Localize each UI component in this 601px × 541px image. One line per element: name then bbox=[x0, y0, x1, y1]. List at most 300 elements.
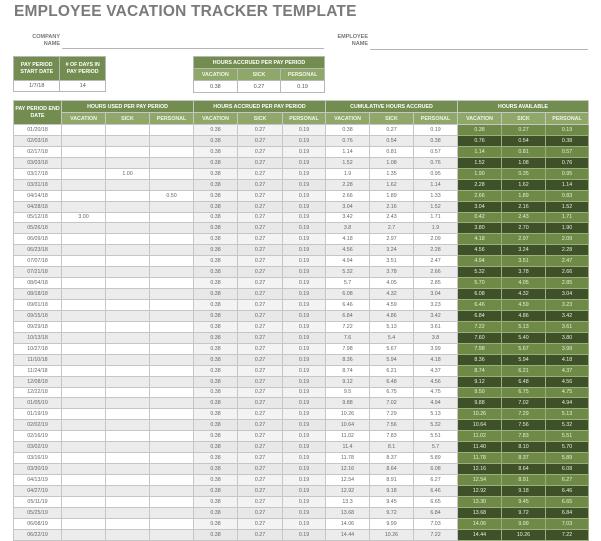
used-personal-cell[interactable] bbox=[150, 212, 194, 223]
end-date-cell[interactable]: 01/05/19 bbox=[14, 398, 62, 409]
used-sick-cell[interactable] bbox=[106, 475, 150, 486]
end-date-cell[interactable]: 12/22/18 bbox=[14, 387, 62, 398]
used-personal-cell[interactable] bbox=[150, 442, 194, 453]
table-row bbox=[14, 135, 589, 146]
used-sick-cell[interactable] bbox=[106, 179, 150, 190]
available-personal-cell: 5.70 bbox=[546, 442, 589, 453]
accrued-personal-cell: 0.19 bbox=[283, 518, 326, 529]
cumulative-personal-cell: 0.38 bbox=[414, 135, 458, 146]
end-date-cell[interactable]: 11/10/18 bbox=[14, 354, 62, 365]
accrued-personal-cell: 0.19 bbox=[283, 398, 326, 409]
available-sick-header: SICK bbox=[502, 113, 546, 125]
used-vacation-cell[interactable] bbox=[62, 475, 106, 486]
available-personal-cell: 2.66 bbox=[546, 267, 589, 278]
table-row bbox=[14, 485, 589, 496]
company-name-field[interactable] bbox=[62, 48, 324, 49]
available-vacation-cell: 11.40 bbox=[458, 442, 502, 453]
used-personal-cell[interactable] bbox=[150, 321, 194, 332]
cumulative-sick-cell: 6.21 bbox=[370, 365, 414, 376]
used-sick-cell[interactable]: 1.00 bbox=[106, 168, 150, 179]
end-date-cell[interactable]: 03/16/19 bbox=[14, 453, 62, 464]
used-personal-cell[interactable] bbox=[150, 310, 194, 321]
used-vacation-cell[interactable] bbox=[62, 332, 106, 343]
used-sick-cell[interactable] bbox=[106, 354, 150, 365]
used-vacation-cell[interactable] bbox=[62, 256, 106, 267]
cumulative-vacation-cell: 7.98 bbox=[326, 343, 370, 354]
used-vacation-cell[interactable] bbox=[62, 201, 106, 212]
accrued-personal-cell: 0.19 bbox=[283, 300, 326, 311]
accrued-vacation-cell: 0.38 bbox=[194, 387, 238, 398]
used-vacation-cell[interactable] bbox=[62, 278, 106, 289]
cumulative-sick-cell: 2.16 bbox=[370, 201, 414, 212]
used-vacation-cell[interactable] bbox=[62, 420, 106, 431]
group-hours-accrued: HOURS ACCRUED PER PAY PERIOD bbox=[194, 101, 326, 113]
used-personal-cell[interactable] bbox=[150, 234, 194, 245]
cumulative-personal-cell: 3.8 bbox=[414, 332, 458, 343]
used-personal-cell[interactable] bbox=[150, 278, 194, 289]
used-personal-cell[interactable] bbox=[150, 343, 194, 354]
used-sick-cell[interactable] bbox=[106, 464, 150, 475]
used-vacation-cell[interactable] bbox=[62, 168, 106, 179]
cumulative-sick-cell: 4.32 bbox=[370, 289, 414, 300]
used-sick-cell[interactable] bbox=[106, 431, 150, 442]
used-sick-cell[interactable] bbox=[106, 518, 150, 529]
used-personal-cell[interactable] bbox=[150, 409, 194, 420]
used-personal-cell[interactable] bbox=[150, 135, 194, 146]
used-personal-cell[interactable]: 0.50 bbox=[150, 190, 194, 201]
end-date-cell[interactable]: 09/15/18 bbox=[14, 310, 62, 321]
cumulative-sick-cell: 9.18 bbox=[370, 485, 414, 496]
available-vacation-cell: 4.94 bbox=[458, 256, 502, 267]
used-sick-cell[interactable] bbox=[106, 234, 150, 245]
used-personal-cell[interactable] bbox=[150, 125, 194, 136]
table-row bbox=[14, 146, 589, 157]
used-sick-cell[interactable] bbox=[106, 485, 150, 496]
available-vacation-cell: 12.92 bbox=[458, 485, 502, 496]
end-date-cell[interactable]: 05/25/19 bbox=[14, 507, 62, 518]
used-personal-cell[interactable] bbox=[150, 267, 194, 278]
available-personal-header: PERSONAL bbox=[546, 113, 589, 125]
cumulative-vacation-cell: 4.94 bbox=[326, 256, 370, 267]
cumulative-sick-cell: 3.51 bbox=[370, 256, 414, 267]
end-date-cell[interactable]: 07/21/18 bbox=[14, 267, 62, 278]
used-personal-cell[interactable] bbox=[150, 332, 194, 343]
accrual-box-header: HOURS ACCRUED PER PAY PERIOD bbox=[194, 57, 325, 69]
cumulative-sick-cell: 7.02 bbox=[370, 398, 414, 409]
used-personal-cell[interactable] bbox=[150, 179, 194, 190]
cumulative-personal-cell: 4.94 bbox=[414, 398, 458, 409]
accrued-personal-cell: 0.19 bbox=[283, 354, 326, 365]
accrued-vacation-cell: 0.38 bbox=[194, 289, 238, 300]
used-vacation-cell[interactable] bbox=[62, 354, 106, 365]
used-vacation-cell[interactable] bbox=[62, 190, 106, 201]
available-personal-cell: 0.38 bbox=[546, 135, 589, 146]
cumulative-sick-cell: 0.54 bbox=[370, 135, 414, 146]
used-vacation-cell[interactable] bbox=[62, 157, 106, 168]
end-date-cell[interactable]: 03/31/18 bbox=[14, 179, 62, 190]
end-date-cell[interactable]: 08/04/18 bbox=[14, 278, 62, 289]
used-sick-cell[interactable] bbox=[106, 267, 150, 278]
used-personal-cell[interactable] bbox=[150, 387, 194, 398]
used-personal-cell[interactable] bbox=[150, 529, 194, 540]
used-vacation-cell[interactable] bbox=[62, 398, 106, 409]
cumulative-sick-cell: 7.29 bbox=[370, 409, 414, 420]
accrued-sick-header: SICK bbox=[238, 113, 283, 125]
available-sick-cell: 7.83 bbox=[502, 431, 546, 442]
available-sick-cell: 6.75 bbox=[502, 387, 546, 398]
available-vacation-cell: 11.78 bbox=[458, 453, 502, 464]
end-date-cell[interactable]: 04/14/18 bbox=[14, 190, 62, 201]
available-vacation-cell: 0.76 bbox=[458, 135, 502, 146]
end-date-cell[interactable]: 03/02/19 bbox=[14, 442, 62, 453]
used-personal-cell[interactable] bbox=[150, 354, 194, 365]
used-vacation-cell[interactable] bbox=[62, 453, 106, 464]
used-sick-cell[interactable] bbox=[106, 310, 150, 321]
available-personal-cell: 3.80 bbox=[546, 332, 589, 343]
accrued-vacation-cell: 0.38 bbox=[194, 464, 238, 475]
used-vacation-cell[interactable] bbox=[62, 234, 106, 245]
start-date-header: PAY PERIOD START DATE bbox=[14, 57, 60, 81]
used-sick-cell[interactable] bbox=[106, 442, 150, 453]
cumulative-sick-cell: 3.78 bbox=[370, 267, 414, 278]
end-date-cell[interactable]: 03/17/18 bbox=[14, 168, 62, 179]
accrued-sick-cell: 0.27 bbox=[238, 398, 283, 409]
used-personal-cell[interactable] bbox=[150, 496, 194, 507]
accrued-vacation-cell: 0.38 bbox=[194, 135, 238, 146]
used-personal-cell[interactable] bbox=[150, 398, 194, 409]
used-personal-cell[interactable] bbox=[150, 420, 194, 431]
available-sick-cell: 5.40 bbox=[502, 332, 546, 343]
used-sick-cell[interactable] bbox=[106, 300, 150, 311]
end-date-cell[interactable]: 01/20/18 bbox=[14, 125, 62, 136]
end-date-cell[interactable]: 06/23/18 bbox=[14, 245, 62, 256]
cumulative-sick-cell: 5.67 bbox=[370, 343, 414, 354]
used-vacation-cell[interactable] bbox=[62, 343, 106, 354]
cumulative-vacation-cell: 10.64 bbox=[326, 420, 370, 431]
accrued-sick-cell: 0.27 bbox=[238, 146, 283, 157]
used-personal-cell[interactable] bbox=[150, 146, 194, 157]
cumulative-personal-cell: 5.7 bbox=[414, 442, 458, 453]
cumulative-personal-cell: 0.19 bbox=[414, 125, 458, 136]
accrued-vacation-cell: 0.38 bbox=[194, 518, 238, 529]
cumulative-vacation-cell: 3.8 bbox=[326, 223, 370, 234]
table-row bbox=[14, 157, 589, 168]
used-sick-cell[interactable] bbox=[106, 201, 150, 212]
end-date-cell[interactable]: 02/02/19 bbox=[14, 420, 62, 431]
used-personal-cell[interactable] bbox=[150, 201, 194, 212]
cumulative-vacation-cell: 7.22 bbox=[326, 321, 370, 332]
used-vacation-cell[interactable] bbox=[62, 529, 106, 540]
used-sick-cell[interactable] bbox=[106, 398, 150, 409]
used-vacation-cell[interactable] bbox=[62, 267, 106, 278]
accrued-sick-cell: 0.27 bbox=[238, 507, 283, 518]
cumulative-vacation-cell: 3.04 bbox=[326, 201, 370, 212]
used-personal-cell[interactable] bbox=[150, 453, 194, 464]
end-date-cell[interactable]: 04/28/18 bbox=[14, 201, 62, 212]
cumulative-personal-cell: 3.61 bbox=[414, 321, 458, 332]
table-row bbox=[14, 464, 589, 475]
end-date-cell[interactable]: 09/29/18 bbox=[14, 321, 62, 332]
accrual-vacation-header: VACATION bbox=[194, 69, 238, 81]
available-personal-cell: 6.27 bbox=[546, 475, 589, 486]
cumulative-vacation-cell: 10.26 bbox=[326, 409, 370, 420]
accrued-vacation-cell: 0.38 bbox=[194, 234, 238, 245]
accrued-sick-cell: 0.27 bbox=[238, 485, 283, 496]
available-personal-cell: 4.94 bbox=[546, 398, 589, 409]
used-sick-cell[interactable] bbox=[106, 409, 150, 420]
accrued-personal-cell: 0.19 bbox=[283, 376, 326, 387]
used-sick-cell[interactable] bbox=[106, 321, 150, 332]
used-sick-cell[interactable] bbox=[106, 157, 150, 168]
accrued-personal-cell: 0.19 bbox=[283, 201, 326, 212]
start-date-value[interactable]: 1/7/18 bbox=[14, 81, 60, 92]
group-cumulative: CUMULATIVE HOURS ACCRUED bbox=[326, 101, 458, 113]
used-sick-cell[interactable] bbox=[106, 365, 150, 376]
used-vacation-cell[interactable] bbox=[62, 310, 106, 321]
table-row bbox=[14, 387, 589, 398]
used-personal-cell[interactable] bbox=[150, 485, 194, 496]
accrued-personal-cell: 0.19 bbox=[283, 431, 326, 442]
end-date-cell[interactable]: 11/24/18 bbox=[14, 365, 62, 376]
cumulative-sick-cell: 4.05 bbox=[370, 278, 414, 289]
used-vacation-cell[interactable] bbox=[62, 464, 106, 475]
used-sick-cell[interactable] bbox=[106, 496, 150, 507]
cumulative-personal-cell: 7.22 bbox=[414, 529, 458, 540]
accrued-sick-cell: 0.27 bbox=[238, 343, 283, 354]
accrued-personal-cell: 0.19 bbox=[283, 146, 326, 157]
used-vacation-cell[interactable] bbox=[62, 300, 106, 311]
used-personal-header: PERSONAL bbox=[150, 113, 194, 125]
accrual-personal-value[interactable]: 0.19 bbox=[281, 81, 325, 93]
used-vacation-cell[interactable] bbox=[62, 223, 106, 234]
accrued-personal-cell: 0.19 bbox=[283, 245, 326, 256]
accrued-sick-cell: 0.27 bbox=[238, 201, 283, 212]
cumulative-sick-cell: 3.24 bbox=[370, 245, 414, 256]
accrual-sick-header: SICK bbox=[237, 69, 280, 81]
used-vacation-cell[interactable] bbox=[62, 387, 106, 398]
used-sick-cell[interactable] bbox=[106, 332, 150, 343]
available-vacation-cell: 8.74 bbox=[458, 365, 502, 376]
cumulative-vacation-cell: 1.52 bbox=[326, 157, 370, 168]
used-vacation-cell[interactable] bbox=[62, 146, 106, 157]
end-date-cell[interactable]: 08/18/18 bbox=[14, 289, 62, 300]
available-sick-cell: 4.86 bbox=[502, 310, 546, 321]
available-sick-cell: 1.62 bbox=[502, 179, 546, 190]
days-in-period-value[interactable]: 14 bbox=[60, 81, 106, 92]
used-sick-cell[interactable] bbox=[106, 387, 150, 398]
used-vacation-cell[interactable] bbox=[62, 485, 106, 496]
available-sick-cell: 8.37 bbox=[502, 453, 546, 464]
used-sick-cell[interactable] bbox=[106, 146, 150, 157]
used-personal-cell[interactable] bbox=[150, 376, 194, 387]
end-date-cell[interactable]: 05/12/18 bbox=[14, 212, 62, 223]
end-date-cell[interactable]: 06/08/19 bbox=[14, 518, 62, 529]
used-sick-cell[interactable] bbox=[106, 125, 150, 136]
used-personal-cell[interactable] bbox=[150, 157, 194, 168]
accrued-sick-cell: 0.27 bbox=[238, 420, 283, 431]
cumulative-sick-header: SICK bbox=[370, 113, 414, 125]
accrued-personal-cell: 0.19 bbox=[283, 453, 326, 464]
available-personal-cell: 4.75 bbox=[546, 387, 589, 398]
used-personal-cell[interactable] bbox=[150, 464, 194, 475]
accrued-sick-cell: 0.27 bbox=[238, 387, 283, 398]
used-sick-cell[interactable] bbox=[106, 529, 150, 540]
end-date-cell[interactable]: 02/17/18 bbox=[14, 146, 62, 157]
page-title: EMPLOYEE VACATION TRACKER TEMPLATE bbox=[14, 3, 357, 20]
cumulative-personal-cell: 5.51 bbox=[414, 431, 458, 442]
accrued-sick-cell: 0.27 bbox=[238, 168, 283, 179]
used-vacation-cell[interactable] bbox=[62, 409, 106, 420]
end-date-cell[interactable]: 06/09/18 bbox=[14, 234, 62, 245]
accrued-personal-cell: 0.19 bbox=[283, 387, 326, 398]
used-vacation-cell[interactable] bbox=[62, 179, 106, 190]
used-sick-cell[interactable] bbox=[106, 453, 150, 464]
available-vacation-cell: 9.12 bbox=[458, 376, 502, 387]
cumulative-sick-cell: 10.26 bbox=[370, 529, 414, 540]
available-sick-cell: 9.45 bbox=[502, 496, 546, 507]
end-date-cell[interactable]: 03/30/19 bbox=[14, 464, 62, 475]
used-sick-cell[interactable] bbox=[106, 190, 150, 201]
table-row bbox=[14, 125, 589, 136]
table-row bbox=[14, 507, 589, 518]
used-vacation-cell[interactable] bbox=[62, 507, 106, 518]
accrued-sick-cell: 0.27 bbox=[238, 135, 283, 146]
end-date-cell[interactable]: 06/22/19 bbox=[14, 529, 62, 540]
end-date-cell[interactable]: 04/27/19 bbox=[14, 485, 62, 496]
table-row bbox=[14, 223, 589, 234]
used-vacation-cell[interactable] bbox=[62, 376, 106, 387]
available-personal-cell: 4.56 bbox=[546, 376, 589, 387]
available-personal-cell: 7.22 bbox=[546, 529, 589, 540]
available-vacation-cell: 6.08 bbox=[458, 289, 502, 300]
end-date-header: PAY PERIOD END DATE bbox=[14, 101, 62, 125]
cumulative-vacation-cell: 4.18 bbox=[326, 234, 370, 245]
accrued-sick-cell: 0.27 bbox=[238, 365, 283, 376]
accrued-sick-cell: 0.27 bbox=[238, 278, 283, 289]
available-vacation-cell: 5.70 bbox=[458, 278, 502, 289]
used-vacation-cell[interactable] bbox=[62, 245, 106, 256]
end-date-cell[interactable]: 04/13/19 bbox=[14, 475, 62, 486]
available-vacation-cell: 2.28 bbox=[458, 179, 502, 190]
employee-name-field[interactable] bbox=[370, 49, 588, 50]
end-date-cell[interactable]: 01/19/19 bbox=[14, 409, 62, 420]
cumulative-sick-cell: 2.7 bbox=[370, 223, 414, 234]
used-personal-cell[interactable] bbox=[150, 507, 194, 518]
end-date-cell[interactable]: 05/26/18 bbox=[14, 223, 62, 234]
available-vacation-cell: 2.66 bbox=[458, 190, 502, 201]
accrual-vacation-value[interactable]: 0.38 bbox=[194, 81, 238, 93]
used-vacation-cell[interactable]: 3.00 bbox=[62, 212, 106, 223]
used-sick-cell[interactable] bbox=[106, 256, 150, 267]
used-sick-cell[interactable] bbox=[106, 343, 150, 354]
cumulative-vacation-cell: 14.06 bbox=[326, 518, 370, 529]
accrued-vacation-cell: 0.38 bbox=[194, 223, 238, 234]
used-vacation-cell[interactable] bbox=[62, 125, 106, 136]
available-personal-cell: 6.84 bbox=[546, 507, 589, 518]
accrual-personal-header: PERSONAL bbox=[281, 69, 325, 81]
used-vacation-cell[interactable] bbox=[62, 442, 106, 453]
used-personal-cell[interactable] bbox=[150, 475, 194, 486]
available-vacation-cell: 7.98 bbox=[458, 343, 502, 354]
end-date-cell[interactable]: 07/07/18 bbox=[14, 256, 62, 267]
used-sick-cell[interactable] bbox=[106, 420, 150, 431]
used-sick-cell[interactable] bbox=[106, 212, 150, 223]
accrued-sick-cell: 0.27 bbox=[238, 518, 283, 529]
cumulative-personal-cell: 2.28 bbox=[414, 245, 458, 256]
cumulative-sick-cell: 8.1 bbox=[370, 442, 414, 453]
accrual-sick-value[interactable]: 0.27 bbox=[237, 81, 280, 93]
available-sick-cell: 3.24 bbox=[502, 245, 546, 256]
cumulative-personal-cell: 6.46 bbox=[414, 485, 458, 496]
used-vacation-cell[interactable] bbox=[62, 365, 106, 376]
used-vacation-cell[interactable] bbox=[62, 135, 106, 146]
cumulative-sick-cell: 5.94 bbox=[370, 354, 414, 365]
accrued-sick-cell: 0.27 bbox=[238, 376, 283, 387]
accrued-sick-cell: 0.27 bbox=[238, 267, 283, 278]
used-personal-cell[interactable] bbox=[150, 168, 194, 179]
used-sick-cell[interactable] bbox=[106, 289, 150, 300]
used-vacation-cell[interactable] bbox=[62, 289, 106, 300]
used-vacation-cell[interactable] bbox=[62, 431, 106, 442]
used-vacation-cell[interactable] bbox=[62, 496, 106, 507]
used-personal-cell[interactable] bbox=[150, 223, 194, 234]
used-personal-cell[interactable] bbox=[150, 245, 194, 256]
end-date-cell[interactable]: 02/16/19 bbox=[14, 431, 62, 442]
cumulative-sick-cell: 9.72 bbox=[370, 507, 414, 518]
available-vacation-cell: 13.68 bbox=[458, 507, 502, 518]
used-sick-cell[interactable] bbox=[106, 376, 150, 387]
cumulative-personal-cell: 2.47 bbox=[414, 256, 458, 267]
used-personal-cell[interactable] bbox=[150, 365, 194, 376]
cumulative-vacation-cell: 4.56 bbox=[326, 245, 370, 256]
used-sick-cell[interactable] bbox=[106, 223, 150, 234]
accrued-vacation-cell: 0.38 bbox=[194, 496, 238, 507]
available-sick-cell: 8.10 bbox=[502, 442, 546, 453]
available-sick-cell: 0.35 bbox=[502, 168, 546, 179]
company-name-label: COMPANY NAME bbox=[32, 34, 60, 47]
used-personal-cell[interactable] bbox=[150, 300, 194, 311]
available-sick-cell: 7.56 bbox=[502, 420, 546, 431]
used-sick-cell[interactable] bbox=[106, 507, 150, 518]
available-vacation-cell: 1.52 bbox=[458, 157, 502, 168]
hours-accrued-box bbox=[193, 56, 325, 93]
end-date-cell[interactable]: 09/01/18 bbox=[14, 300, 62, 311]
available-personal-cell: 5.89 bbox=[546, 453, 589, 464]
cumulative-vacation-cell: 6.84 bbox=[326, 310, 370, 321]
cumulative-personal-cell: 0.57 bbox=[414, 146, 458, 157]
used-sick-cell[interactable] bbox=[106, 278, 150, 289]
table-row bbox=[14, 212, 589, 223]
used-personal-cell[interactable] bbox=[150, 431, 194, 442]
accrued-vacation-cell: 0.38 bbox=[194, 398, 238, 409]
used-vacation-cell[interactable] bbox=[62, 321, 106, 332]
end-date-cell[interactable]: 10/13/18 bbox=[14, 332, 62, 343]
end-date-cell[interactable]: 05/11/19 bbox=[14, 496, 62, 507]
end-date-cell[interactable]: 02/03/18 bbox=[14, 135, 62, 146]
used-personal-cell[interactable] bbox=[150, 289, 194, 300]
used-personal-cell[interactable] bbox=[150, 256, 194, 267]
cumulative-personal-cell: 2.09 bbox=[414, 234, 458, 245]
end-date-cell[interactable]: 03/03/18 bbox=[14, 157, 62, 168]
available-personal-cell: 1.90 bbox=[546, 223, 589, 234]
used-sick-cell[interactable] bbox=[106, 245, 150, 256]
used-sick-cell[interactable] bbox=[106, 135, 150, 146]
used-vacation-cell[interactable] bbox=[62, 518, 106, 529]
end-date-cell[interactable]: 12/08/18 bbox=[14, 376, 62, 387]
end-date-cell[interactable]: 10/27/18 bbox=[14, 343, 62, 354]
used-personal-cell[interactable] bbox=[150, 518, 194, 529]
available-sick-cell: 0.81 bbox=[502, 146, 546, 157]
